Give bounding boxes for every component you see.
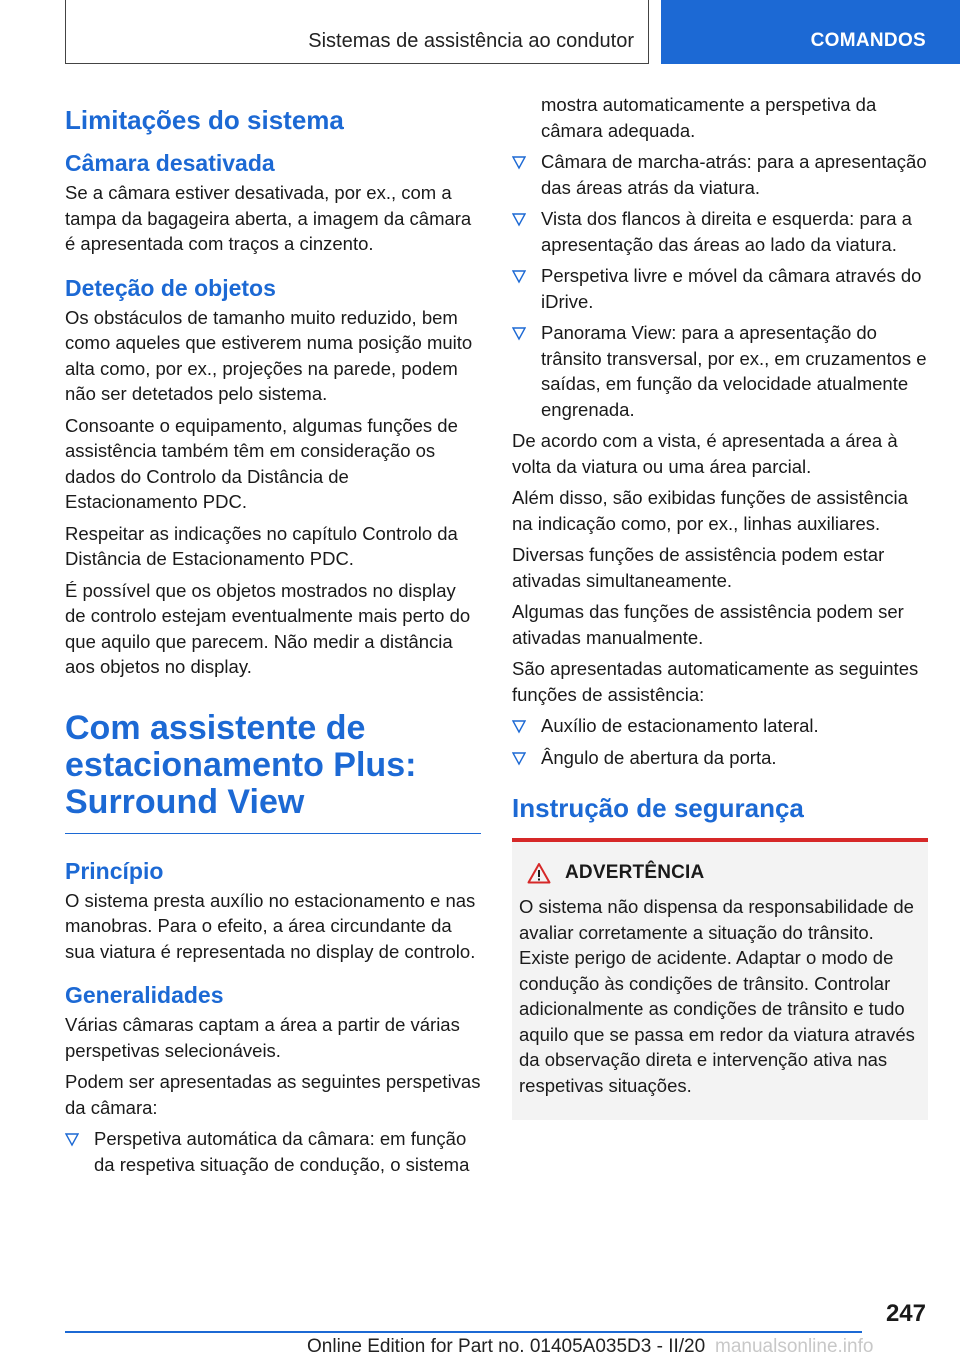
camera-views-list-continued — [512, 92, 928, 422]
automatic-functions-list — [512, 713, 928, 770]
list-item-text: Perspetiva automática da câmara: em função da respetiva situação de condução, o sistema — [94, 1128, 470, 1175]
list-item-text: mostra automaticamente a perspetiva da câmara adequada. — [541, 94, 877, 141]
triangle-bullet-icon — [512, 154, 526, 170]
paragraph-detection-3: Respeitar as indicações no capítulo Controlo da Distância de Estacionamento PDC. — [65, 522, 458, 569]
footer-watermark: manualsonline.info — [715, 1336, 874, 1357]
chapter-tab: COMANDOS — [661, 0, 960, 64]
list-item — [512, 149, 928, 200]
paragraph-view-area: De acordo com a vista, é apresentada a área à volta da viatura ou uma área parcial. — [512, 430, 898, 477]
list-item-continuation — [512, 92, 928, 143]
warning-title: ADVERTÊNCIA — [565, 862, 705, 883]
list-item-text: Câmara de marcha-atrás: para a apresentação das áreas atrás da viatura. — [541, 151, 927, 198]
triangle-bullet-icon — [512, 750, 526, 766]
list-item — [512, 263, 928, 314]
triangle-bullet-icon — [512, 718, 526, 734]
list-item — [512, 320, 928, 422]
heading-limits: Limitações do sistema — [65, 105, 344, 135]
heading-principle: Princípio — [65, 857, 164, 884]
list-item-text: Auxílio de estacionamento lateral. — [541, 715, 819, 736]
list-item — [512, 713, 928, 739]
list-item-text: Perspetiva livre e móvel da câmara através do iDrive. — [541, 265, 922, 312]
paragraph-camera-off: Se a câmara estiver desativada, por ex., com a tampa da bagageira aberta, a imagem da câmara é apresentada com traços a cinzento. — [65, 182, 472, 254]
right-column — [512, 92, 928, 1120]
warning-triangle-icon — [527, 862, 551, 884]
paragraph-detection-4: É possível que os objetos mostrados no display de controlo estejam eventualmente mais perto do que aquilo que parecem. Não medir a distância aos objetos no display. — [65, 579, 471, 677]
header-section-title: Sistemas de assistência ao condutor — [308, 30, 634, 52]
heading-surround-view: Com assistente de estacionamento Plus: Surround View — [65, 710, 481, 834]
paragraph-detection-2: Consoante o equipamento, algumas funções de assistência também têm em consideração os dados do Controlo da Distância de Estacionamento PDC. — [65, 414, 458, 512]
triangle-bullet-icon — [65, 1131, 79, 1147]
warning-text: O sistema não dispensa da responsabilidade de avaliar corretamente a situação do trânsito. Existe perigo de acidente. Adaptar o modo de condução às condições de trânsito. Controlar adicionalmente as condições de trânsito e tudo aquilo que se passa em redor da viatura através da observação direta e intervenção ativa nas respetivas situações. — [519, 896, 915, 1096]
paragraph-general-1: Várias câmaras captam a área a partir de várias perspetivas selecionáveis. — [65, 1014, 460, 1061]
footer-divider — [65, 1331, 862, 1333]
header-section-box — [65, 0, 649, 64]
paragraph-detection-1: Os obstáculos de tamanho muito reduzido, bem como aqueles que estiverem numa posição muito alta como, por ex., projeções na parede, podem não ser detetados pelo sistema. — [65, 306, 473, 404]
list-item — [512, 206, 928, 257]
paragraph-assist-functions: Além disso, são exibidas funções de assistência na indicação como, por ex., linhas auxiliares. — [512, 487, 908, 534]
paragraph-manual: Algumas das funções de assistência podem ser ativadas manualmente. — [512, 601, 904, 648]
list-item — [65, 1126, 481, 1177]
page-number: 247 — [885, 1300, 926, 1327]
heading-general: Generalidades — [65, 982, 224, 1008]
list-item-text: Ângulo de abertura da porta. — [541, 746, 777, 768]
paragraph-principle: O sistema presta auxílio no estacionamento e nas manobras. Para o efeito, a área circundante da sua viatura é representada no display de controlo. — [65, 889, 476, 962]
list-item-text: Panorama View: para a apresentação do trânsito transversal, por ex., em cruzamentos e saídas, em função da velocidade atualmente engrenada. — [541, 322, 927, 420]
camera-views-list — [65, 1126, 481, 1177]
triangle-bullet-icon — [512, 325, 526, 341]
list-item — [512, 745, 928, 771]
paragraph-simultaneous: Diversas funções de assistência podem estar ativadas simultaneamente. — [512, 544, 885, 591]
heading-camera-off: Câmara desativada — [65, 150, 275, 176]
paragraph-general-2: Podem ser apresentadas as seguintes perspetivas da câmara: — [65, 1071, 481, 1118]
warning-header — [519, 862, 920, 884]
list-item-text: Vista dos flancos à direita e esquerda: para a apresentação das áreas ao lado da viatura. — [541, 208, 912, 255]
triangle-bullet-icon — [512, 211, 526, 227]
left-column — [65, 100, 481, 1183]
footer-edition: Online Edition for Part no. 01405A035D3 - II/20 — [307, 1336, 706, 1357]
paragraph-automatic: São apresentadas automaticamente as seguintes funções de assistência: — [512, 658, 919, 705]
heading-safety: Instrução de segurança — [512, 793, 804, 823]
warning-box — [512, 838, 928, 1120]
heading-detection: Deteção de objetos — [65, 274, 276, 301]
triangle-bullet-icon — [512, 268, 526, 284]
